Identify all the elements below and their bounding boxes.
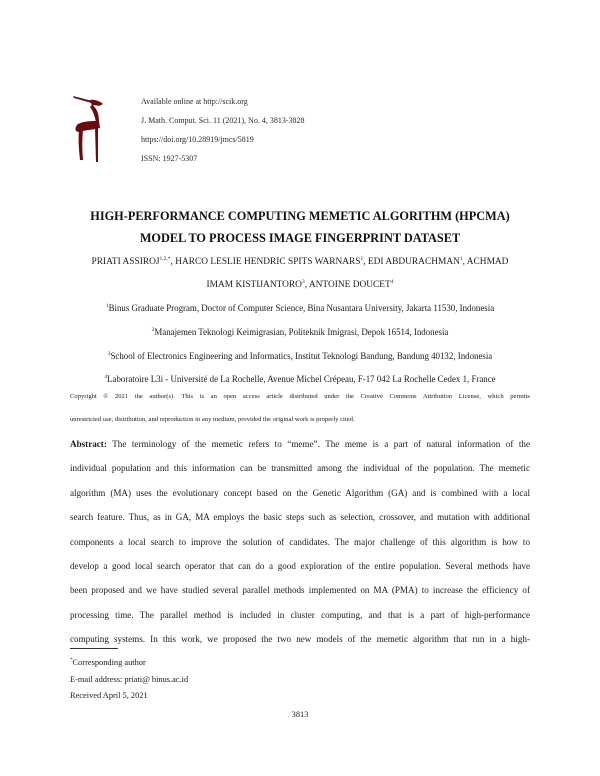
footnote-divider	[70, 648, 118, 649]
affiliation-sup: 1	[105, 303, 109, 309]
affiliation-text: Binus Graduate Program, Doctor of Computer Science, Bina Nusantara University, Jakarta 11530, Indonesia	[108, 303, 495, 313]
affiliation-sup: 4	[104, 374, 108, 380]
author-affiliation-sup: 1	[360, 256, 364, 262]
abstract	[70, 432, 530, 652]
author-affiliation-sup: 1,2,*	[159, 256, 171, 262]
page-number: 3813	[291, 710, 309, 719]
author-affiliation-sup: 4	[390, 279, 394, 285]
affiliation-sup: 3	[107, 351, 111, 357]
abstract-line: been proposed and we have studied several parallel methods implemented on MA (PMA) to increase the efficiency of	[70, 585, 530, 596]
citation-line: J. Math. Comput. Sci. 11 (2021), No. 4, 3813-3828	[141, 116, 305, 125]
issn-line: ISSN: 1927-5307	[141, 154, 198, 163]
corresponding-author-note	[70, 655, 188, 672]
abstract-line: components a local search to improve the solution of candidates. The major challenge of this algorithm is how to	[70, 536, 530, 547]
copyright-line-1: Copyright © 2021 the author(s). This is an open access article distributed under the Creative Commons Attribution License, which permits	[70, 393, 530, 400]
footnote-text: Corresponding author	[72, 658, 146, 667]
affiliation-3	[60, 350, 540, 362]
doi-link[interactable]: https://doi.org/10.28919/jmcs/5819	[141, 135, 254, 144]
author-name-part: IMAM KISTIJANTORO	[206, 280, 302, 290]
journal-meta	[141, 92, 304, 168]
author-affiliation-sup: 3	[301, 279, 305, 285]
author-list-line-1	[60, 256, 540, 268]
copyright-line-2: unrestricted use, distribution, and reproduction in any medium, provided the original work is properly cited.	[70, 416, 355, 423]
abstract-line: processing time. The parallel method is included in cluster computing, and that is a part of high-performance	[70, 609, 530, 620]
abstract-text: The terminology of the memetic refers to “meme”. The meme is a part of natural information of the	[106, 439, 530, 449]
author-name: , EDI ABDURACHMAN	[363, 257, 460, 267]
abstract-line: algorithm (MA) uses the evolutionary concept based on the Genetic Algorithm (GA) and is combined with a local	[70, 487, 530, 498]
author-name: , ANTOINE DOUCET	[304, 280, 391, 290]
abstract-line: develop a good local search operator that can do a good exploration of the entire population. Several methods have	[70, 560, 530, 571]
received-date: Received April 5, 2021	[70, 691, 148, 700]
abstract-line: computing systems. In this work, we proposed the two new models of the memetic algorithm that run in a high-	[70, 634, 530, 645]
affiliation-text: School of Electronics Engineering and Informatics, Institut Teknologi Bandung, Bandung 40132, Indonesia	[110, 351, 493, 361]
affiliation-2	[60, 326, 540, 338]
paper-title-line-2: MODEL TO PROCESS IMAGE FINGERPRINT DATASET	[139, 231, 461, 245]
email-note[interactable]: E-mail address: priati@ binus.ac.id	[70, 674, 189, 684]
affiliation-1	[60, 302, 540, 314]
availability-line: Available online at http://scik.org	[141, 97, 248, 106]
affiliation-text: Manajemen Teknologi Keimigrasian, Politeknik Imigrasi, Depok 16514, Indonesia	[154, 327, 449, 337]
author-name: , HARCO LESLIE HENDRIC SPITS WARNARS	[170, 257, 361, 267]
author-affiliation-sup: 1	[459, 256, 463, 262]
author-name: PRIATI ASSIROJ	[91, 257, 160, 267]
footnotes	[70, 655, 188, 705]
footnote-mark: *	[70, 658, 73, 663]
affiliation-sup: 2	[151, 327, 155, 333]
author-name-part: , ACHMAD	[462, 257, 509, 267]
abstract-line	[70, 432, 530, 456]
abstract-line: search feature. Thus, as in GA, MA employs the basic steps such as selection, crossover, and mutation with additional	[70, 512, 530, 523]
affiliation-text: Laboratoire L3i - Université de La Rochelle, Avenue Michel Crépeau, F-17 042 La Rochelle Cedex 1, France	[107, 374, 496, 384]
journal-logo-gazelle-icon	[70, 90, 114, 162]
affiliation-4	[60, 373, 540, 385]
paper-title-line-1: HIGH-PERFORMANCE COMPUTING MEMETIC ALGORITHM (HPCMA)	[90, 209, 510, 223]
author-list-line-2	[60, 279, 540, 291]
abstract-label: Abstract:	[70, 439, 107, 449]
abstract-line: individual population and this information can be transmitted among the individual of the population. The memetic	[70, 463, 530, 474]
